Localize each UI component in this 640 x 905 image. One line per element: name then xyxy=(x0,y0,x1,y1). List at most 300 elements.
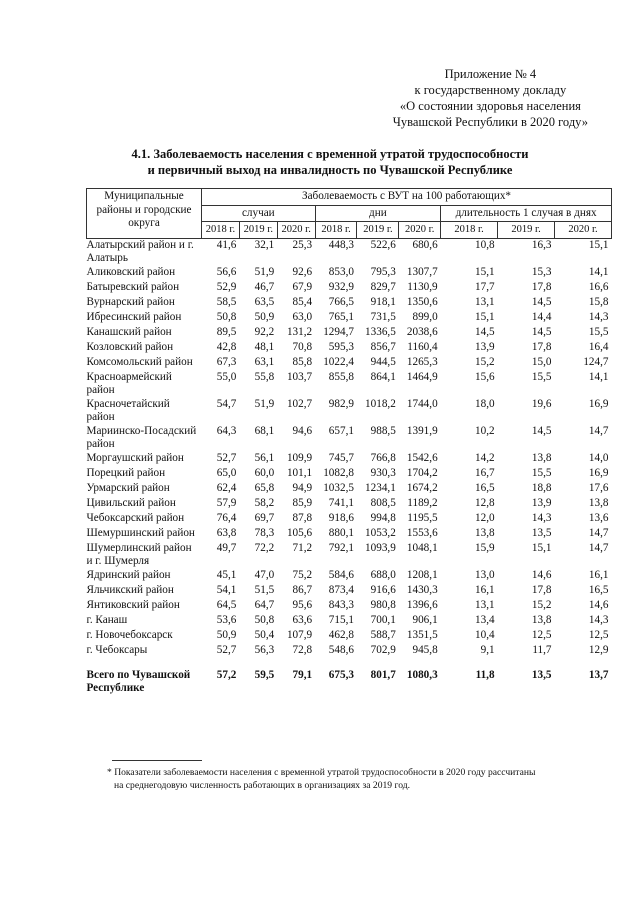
table-row xyxy=(87,266,612,281)
row-value: 864,1 xyxy=(370,370,396,383)
row-value: 1542,6 xyxy=(406,451,438,464)
row-value: 94,9 xyxy=(292,481,313,494)
row-value: 86,7 xyxy=(292,583,313,596)
row-value: 731,5 xyxy=(370,310,396,323)
row-value: 1307,7 xyxy=(406,265,438,278)
row-value: 1048,1 xyxy=(406,541,438,554)
row-value: 13,1 xyxy=(475,295,495,308)
row-value: 50,8 xyxy=(216,310,237,323)
row-value: 548,6 xyxy=(328,643,354,656)
row-value: 32,1 xyxy=(254,238,275,251)
row-value: 13,9 xyxy=(531,496,552,509)
table-row xyxy=(87,326,612,341)
row-value: 801,7 xyxy=(370,668,396,681)
row-value: 1234,1 xyxy=(365,481,396,494)
row-value: 51,9 xyxy=(254,265,275,278)
row-value: 741,1 xyxy=(328,496,354,509)
row-district-name: Яльчикский район xyxy=(86,583,174,596)
table-row xyxy=(87,614,612,629)
row-value: 58,2 xyxy=(254,496,275,509)
row-value: 15,6 xyxy=(475,370,495,383)
row-value: 105,6 xyxy=(286,526,313,539)
table-row xyxy=(87,296,612,311)
row-value: 766,5 xyxy=(328,295,354,308)
row-district-name: Батыревский район xyxy=(86,280,180,293)
table-row xyxy=(87,341,612,356)
table-row xyxy=(87,398,612,425)
row-value: 62,4 xyxy=(216,481,237,494)
row-value: 14,5 xyxy=(531,325,552,338)
row-value: 855,8 xyxy=(328,370,354,383)
appendix-header xyxy=(393,66,588,130)
row-value: 1032,5 xyxy=(323,481,354,494)
row-value: 16,9 xyxy=(588,397,609,410)
row-value: 17,8 xyxy=(531,583,552,596)
row-value: 42,8 xyxy=(216,340,237,353)
table-row xyxy=(87,371,612,398)
header-main: Заболеваемость с ВУТ на 100 работающих* xyxy=(202,189,612,206)
header-year: 2018 г. xyxy=(441,222,498,239)
row-value: 15,8 xyxy=(588,295,609,308)
row-value: 918,1 xyxy=(370,295,396,308)
row-value: 13,5 xyxy=(531,526,552,539)
row-value: 49,7 xyxy=(216,541,237,554)
row-value: 2038,6 xyxy=(406,325,438,338)
row-value: 55,0 xyxy=(216,370,237,383)
row-value: 918,6 xyxy=(328,511,354,524)
row-value: 63,5 xyxy=(254,295,275,308)
row-value: 13,5 xyxy=(531,668,552,681)
row-value: 63,8 xyxy=(216,526,237,539)
row-value: 14,0 xyxy=(588,451,609,464)
row-value: 41,6 xyxy=(216,238,237,251)
row-value: 63,0 xyxy=(292,310,313,323)
row-value: 16,6 xyxy=(588,280,609,293)
row-value: 12,9 xyxy=(588,643,609,656)
row-value: 10,4 xyxy=(475,628,495,641)
row-value: 792,1 xyxy=(328,541,354,554)
row-value: 994,8 xyxy=(370,511,396,524)
row-value: 56,1 xyxy=(254,451,275,464)
row-value: 92,6 xyxy=(292,265,313,278)
row-value: 15,1 xyxy=(531,541,552,554)
row-value: 1674,2 xyxy=(406,481,438,494)
row-value: 107,9 xyxy=(286,628,313,641)
appendix-line-3: «О состоянии здоровья населения xyxy=(399,99,581,113)
row-value: 10,8 xyxy=(475,238,495,251)
row-value: 1553,6 xyxy=(406,526,438,539)
row-value: 59,5 xyxy=(254,668,275,681)
row-value: 75,2 xyxy=(292,568,313,581)
row-value: 25,3 xyxy=(292,238,313,251)
row-value: 15,1 xyxy=(475,265,495,278)
footnote-line-2: на среднегодовую численность работающих в организациях за 2019 год. xyxy=(114,780,410,791)
row-value: 63,6 xyxy=(292,613,313,626)
title-line-2: и первичный выход на инвалидность по Чувашской Республике xyxy=(147,163,513,177)
row-value: 688,0 xyxy=(370,568,396,581)
row-value: 54,1 xyxy=(216,583,237,596)
row-value: 85,9 xyxy=(292,496,313,509)
row-value: 15,1 xyxy=(588,238,609,251)
appendix-line-2: к государственному докладу xyxy=(414,83,567,97)
row-district-name: Комсомольский район xyxy=(86,355,193,368)
table-row xyxy=(87,599,612,614)
row-value: 52,9 xyxy=(216,280,237,293)
row-district-name: г. Чебоксары xyxy=(86,643,148,656)
row-value: 47,0 xyxy=(254,568,275,581)
row-value: 48,1 xyxy=(254,340,275,353)
row-value: 980,8 xyxy=(370,598,396,611)
table-row xyxy=(87,311,612,326)
row-district-name: Козловский район xyxy=(86,340,174,353)
row-value: 765,1 xyxy=(328,310,354,323)
table-row-total xyxy=(87,659,612,696)
table-body xyxy=(87,238,612,696)
table-row xyxy=(87,238,612,266)
row-value: 51,9 xyxy=(254,397,275,410)
row-value: 102,7 xyxy=(286,397,313,410)
row-value: 1464,9 xyxy=(406,370,438,383)
row-value: 10,2 xyxy=(475,424,495,437)
row-value: 16,1 xyxy=(475,583,495,596)
row-value: 14,1 xyxy=(588,370,609,383)
row-value: 1093,9 xyxy=(365,541,396,554)
table-row xyxy=(87,281,612,296)
table-row xyxy=(87,482,612,497)
row-value: 15,5 xyxy=(531,466,552,479)
table-row xyxy=(87,527,612,542)
row-value: 67,9 xyxy=(292,280,313,293)
header-year: 2020 г. xyxy=(555,222,612,239)
row-value: 72,2 xyxy=(254,541,275,554)
table-row xyxy=(87,644,612,659)
row-value: 1053,2 xyxy=(365,526,396,539)
row-value: 15,0 xyxy=(531,355,552,368)
header-year: 2019 г. xyxy=(357,222,399,239)
row-value: 14,3 xyxy=(588,310,609,323)
row-value: 65,0 xyxy=(216,466,237,479)
row-district-name: Шумерлинский район и г. Шумерля xyxy=(86,541,192,567)
row-value: 78,3 xyxy=(254,526,275,539)
row-value: 945,8 xyxy=(412,643,438,656)
row-value: 843,3 xyxy=(328,598,354,611)
row-value: 1294,7 xyxy=(323,325,354,338)
row-value: 702,9 xyxy=(370,643,396,656)
row-value: 808,5 xyxy=(370,496,396,509)
row-district-name: Ядринский район xyxy=(86,568,171,581)
row-value: 880,1 xyxy=(328,526,354,539)
row-value: 50,8 xyxy=(254,613,275,626)
row-value: 944,5 xyxy=(370,355,396,368)
row-value: 56,6 xyxy=(216,265,237,278)
header-districts: Муниципальные районы и городские округа xyxy=(87,189,202,239)
row-value: 12,5 xyxy=(588,628,609,641)
row-value: 14,2 xyxy=(475,451,495,464)
row-value: 11,8 xyxy=(475,668,495,681)
row-value: 57,2 xyxy=(216,668,237,681)
row-value: 64,5 xyxy=(216,598,237,611)
row-value: 16,4 xyxy=(588,340,609,353)
row-value: 675,3 xyxy=(328,668,354,681)
header-year: 2019 г. xyxy=(239,222,277,239)
row-value: 14,7 xyxy=(588,541,609,554)
row-value: 1704,2 xyxy=(406,466,438,479)
appendix-line-4: Чувашской Республики в 2020 году» xyxy=(392,115,588,129)
row-value: 50,4 xyxy=(254,628,275,641)
header-year: 2019 г. xyxy=(498,222,555,239)
row-value: 46,7 xyxy=(254,280,275,293)
row-value: 103,7 xyxy=(286,370,313,383)
row-value: 9,1 xyxy=(480,643,495,656)
morbidity-table xyxy=(86,188,612,696)
row-value: 71,2 xyxy=(292,541,313,554)
row-value: 14,6 xyxy=(531,568,552,581)
row-value: 55,8 xyxy=(254,370,275,383)
row-value: 588,7 xyxy=(370,628,396,641)
row-value: 92,2 xyxy=(254,325,275,338)
row-value: 1351,5 xyxy=(406,628,438,641)
row-value: 63,1 xyxy=(254,355,275,368)
row-value: 60,0 xyxy=(254,466,275,479)
row-value: 1082,8 xyxy=(323,466,354,479)
footnote xyxy=(107,766,607,792)
row-value: 13,9 xyxy=(475,340,495,353)
row-value: 522,6 xyxy=(370,238,396,251)
row-value: 1130,9 xyxy=(407,280,438,293)
footnote-line-1: * Показатели заболеваемости населения с временной утратой трудоспособности в 2020 году рассчитаны xyxy=(107,767,536,778)
row-value: 1195,5 xyxy=(407,511,438,524)
row-value: 87,8 xyxy=(292,511,313,524)
row-district-name: Шемуршинский район xyxy=(86,526,195,539)
row-value: 13,8 xyxy=(475,526,495,539)
row-value: 448,3 xyxy=(328,238,354,251)
table-row xyxy=(87,425,612,452)
table-row xyxy=(87,569,612,584)
row-district-name: г. Канаш xyxy=(86,613,128,626)
row-value: 1018,2 xyxy=(365,397,396,410)
row-district-name: Алатырский район и г. Алатырь xyxy=(86,238,194,264)
row-value: 462,8 xyxy=(328,628,354,641)
row-value: 85,4 xyxy=(292,295,313,308)
row-district-name: Янтиковский район xyxy=(86,598,180,611)
row-value: 16,5 xyxy=(588,583,609,596)
row-value: 13,7 xyxy=(588,668,609,681)
row-value: 916,6 xyxy=(370,583,396,596)
row-value: 1396,6 xyxy=(406,598,438,611)
row-value: 17,6 xyxy=(588,481,609,494)
row-value: 17,7 xyxy=(475,280,495,293)
row-value: 68,1 xyxy=(254,424,275,437)
row-value: 12,0 xyxy=(475,511,495,524)
row-value: 50,9 xyxy=(216,628,237,641)
table-row xyxy=(87,512,612,527)
row-value: 52,7 xyxy=(216,643,237,656)
row-value: 1189,2 xyxy=(407,496,438,509)
row-value: 56,3 xyxy=(254,643,275,656)
row-value: 18,0 xyxy=(475,397,495,410)
header-duration: длительность 1 случая в днях xyxy=(441,205,612,222)
row-value: 16,9 xyxy=(588,466,609,479)
row-value: 76,4 xyxy=(216,511,237,524)
row-value: 16,5 xyxy=(475,481,495,494)
row-value: 14,7 xyxy=(588,526,609,539)
row-district-name: Моргаушский район xyxy=(86,451,184,464)
row-value: 89,5 xyxy=(216,325,237,338)
row-value: 14,1 xyxy=(588,265,609,278)
row-value: 12,8 xyxy=(475,496,495,509)
document-title xyxy=(60,146,600,178)
row-value: 766,8 xyxy=(370,451,396,464)
row-district-name: Красночетайский район xyxy=(86,397,170,423)
row-value: 657,1 xyxy=(328,424,354,437)
row-value: 1350,6 xyxy=(406,295,438,308)
row-value: 51,5 xyxy=(254,583,275,596)
header-year: 2018 г. xyxy=(202,222,240,239)
row-value: 50,9 xyxy=(254,310,275,323)
row-value: 13,8 xyxy=(531,451,552,464)
row-value: 15,3 xyxy=(531,265,552,278)
row-district-name: Чебоксарский район xyxy=(86,511,185,524)
row-value: 856,7 xyxy=(370,340,396,353)
row-value: 1265,3 xyxy=(406,355,438,368)
row-value: 1430,3 xyxy=(406,583,438,596)
row-value: 15,9 xyxy=(475,541,495,554)
row-value: 795,3 xyxy=(370,265,396,278)
row-value: 15,5 xyxy=(588,325,609,338)
row-value: 95,6 xyxy=(292,598,313,611)
row-district-name: Красноармейский район xyxy=(86,370,172,396)
row-value: 13,0 xyxy=(475,568,495,581)
row-value: 14,6 xyxy=(588,598,609,611)
row-value: 16,3 xyxy=(531,238,552,251)
table-row xyxy=(87,542,612,569)
row-value: 14,4 xyxy=(531,310,552,323)
row-value: 680,6 xyxy=(412,238,438,251)
row-value: 65,8 xyxy=(254,481,275,494)
table-row xyxy=(87,452,612,467)
row-value: 595,3 xyxy=(328,340,354,353)
row-district-name: г. Новочебоксарск xyxy=(86,628,173,641)
row-value: 101,1 xyxy=(286,466,313,479)
row-value: 15,2 xyxy=(531,598,552,611)
table-row xyxy=(87,497,612,512)
row-value: 16,7 xyxy=(475,466,495,479)
row-value: 873,4 xyxy=(328,583,354,596)
header-days: дни xyxy=(315,205,441,222)
header-cases: случаи xyxy=(202,205,316,222)
row-value: 94,6 xyxy=(292,424,313,437)
row-value: 15,1 xyxy=(475,310,495,323)
row-value: 15,2 xyxy=(475,355,495,368)
row-value: 11,7 xyxy=(532,643,552,656)
row-value: 988,5 xyxy=(370,424,396,437)
row-value: 58,5 xyxy=(216,295,237,308)
row-value: 19,6 xyxy=(531,397,552,410)
row-value: 13,8 xyxy=(531,613,552,626)
row-value: 14,5 xyxy=(531,295,552,308)
row-value: 69,7 xyxy=(254,511,275,524)
row-value: 64,3 xyxy=(216,424,237,437)
row-district-name: Цивильский район xyxy=(86,496,176,509)
row-district-name: Мариинско-Посадский район xyxy=(86,424,197,450)
row-value: 109,9 xyxy=(286,451,313,464)
row-value: 70,8 xyxy=(292,340,313,353)
row-value: 932,9 xyxy=(328,280,354,293)
footnote-divider xyxy=(112,760,202,761)
row-value: 72,8 xyxy=(292,643,313,656)
row-value: 67,3 xyxy=(216,355,237,368)
table-row xyxy=(87,356,612,371)
row-value: 1744,0 xyxy=(406,397,438,410)
row-value: 54,7 xyxy=(216,397,237,410)
row-value: 18,8 xyxy=(531,481,552,494)
title-line-1: 4.1. Заболеваемость населения с временной утратой трудоспособности xyxy=(131,147,529,161)
header-year: 2020 г. xyxy=(277,222,315,239)
row-value: 930,3 xyxy=(370,466,396,479)
row-value: 906,1 xyxy=(412,613,438,626)
row-value: 584,6 xyxy=(328,568,354,581)
table-row xyxy=(87,629,612,644)
row-value: 131,2 xyxy=(286,325,313,338)
row-value: 13,6 xyxy=(588,511,609,524)
row-value: 715,1 xyxy=(328,613,354,626)
row-value: 13,4 xyxy=(475,613,495,626)
row-value: 700,1 xyxy=(370,613,396,626)
row-value: 1022,4 xyxy=(323,355,354,368)
row-value: 53,6 xyxy=(216,613,237,626)
row-value: 14,5 xyxy=(531,424,552,437)
row-value: 16,1 xyxy=(588,568,609,581)
row-district-name: Аликовский район xyxy=(86,265,176,278)
row-value: 15,5 xyxy=(531,370,552,383)
row-value: 1391,9 xyxy=(406,424,438,437)
row-value: 13,8 xyxy=(588,496,609,509)
row-value: 17,8 xyxy=(531,280,552,293)
row-district-name: Порецкий район xyxy=(86,466,166,479)
row-value: 1208,1 xyxy=(406,568,438,581)
row-value: 85,8 xyxy=(292,355,313,368)
table-row xyxy=(87,467,612,482)
row-value: 1160,4 xyxy=(407,340,438,353)
row-value: 829,7 xyxy=(370,280,396,293)
row-district-name: Вурнарский район xyxy=(86,295,175,308)
row-value: 982,9 xyxy=(328,397,354,410)
header-year: 2020 г. xyxy=(399,222,441,239)
row-value: 899,0 xyxy=(412,310,438,323)
row-value: 17,8 xyxy=(531,340,552,353)
table-row xyxy=(87,584,612,599)
row-value: 853,0 xyxy=(328,265,354,278)
row-district-name: Урмарский район xyxy=(86,481,170,494)
row-value: 12,5 xyxy=(531,628,552,641)
row-value: 13,1 xyxy=(475,598,495,611)
row-value: 124,7 xyxy=(583,355,609,368)
row-value: 57,9 xyxy=(216,496,237,509)
row-value: 79,1 xyxy=(292,668,313,681)
row-value: 14,7 xyxy=(588,424,609,437)
row-value: 52,7 xyxy=(216,451,237,464)
row-value: 745,7 xyxy=(328,451,354,464)
row-district-name: Ибресинский район xyxy=(86,310,182,323)
row-value: 14,3 xyxy=(531,511,552,524)
row-value: 1336,5 xyxy=(365,325,396,338)
appendix-line-1: Приложение № 4 xyxy=(444,67,537,81)
row-district-name: Канашский район xyxy=(86,325,172,338)
row-value: 64,7 xyxy=(254,598,275,611)
row-value: 14,3 xyxy=(588,613,609,626)
header-year: 2018 г. xyxy=(315,222,357,239)
row-value: 1080,3 xyxy=(406,668,438,681)
